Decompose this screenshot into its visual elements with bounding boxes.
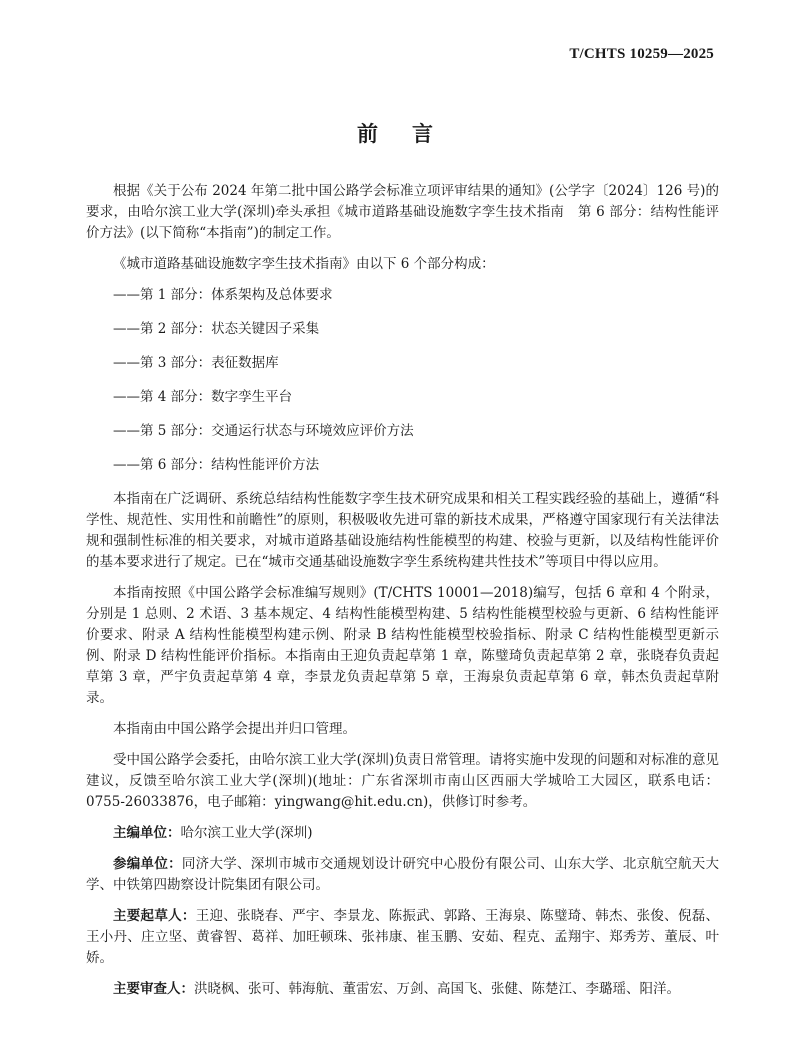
parts-intro-paragraph: 《城市道路基础设施数字孪生技术指南》由以下 6 个部分构成： <box>113 256 495 272</box>
main-reviewers-label: 主要审查人： <box>113 981 194 997</box>
structure-paragraph: 本指南按照《中国公路学会标准编写规则》(T/CHTS 10001—2018)编写，包括 6 章和 4 个附录，分别是 1 总则、2 术语、3 基本规定、4 结构性能模型构建、5 结构性能模型校验与更新、6 结构性能评价要求、附录 A 结构性能模型构建示例、附录 B 结构性能模型校验指标、附录 C 结构性能模型更新示例、附录 D 结构性能评价指标。本指南由王迎负责起草第 1 章，陈璧琦负责起草第 2 章，张晓春负责起草第 3 章，严宇负责起草第 4 章，李景龙负责起草第 5 章，王海泉负责起草第 6 章，韩杰负责起草附录。 <box>86 585 719 706</box>
main-reviewers-value: 洪晓枫、张可、韩海航、董雷宏、万剑、高国飞、张健、陈楚江、李璐瑶、阳洋。 <box>194 981 680 997</box>
lead-unit <box>86 823 719 844</box>
main-reviewers <box>86 979 719 1000</box>
part-list-item: ——第 1 部分：体系架构及总体要求 <box>113 287 333 303</box>
main-drafters-label: 主要起草人： <box>113 908 196 924</box>
part-list-item: ——第 3 部分：表征数据库 <box>113 355 279 371</box>
participating-units-label: 参编单位： <box>113 856 182 872</box>
standard-code: T/CHTS 10259—2025 <box>569 46 714 62</box>
lead-unit-label: 主编单位： <box>113 825 181 841</box>
part-list-item: ——第 6 部分：结构性能评价方法 <box>113 457 320 473</box>
participating-units-value: 同济大学、深圳市城市交通规划设计研究中心股份有限公司、山东大学、北京航空航天大学、中铁第四勘察设计院集团有限公司。 <box>86 856 720 893</box>
feedback-paragraph: 受中国公路学会委托，由哈尔滨工业大学(深圳)负责日常管理。请将实施中发现的问题和对标准的意见建议，反馈至哈尔滨工业大学(深圳)(地址：广东省深圳市南山区西丽大学城哈工大园区，联系电话：0755-26033876，电子邮箱：yingwang@hit.edu.cn)，供修订时参考。 <box>86 752 719 810</box>
intro-paragraph: 根据《关于公布 2024 年第二批中国公路学会标准立项评审结果的通知》(公学字〔2024〕126 号)的要求，由哈尔滨工业大学(深圳)牵头承担《城市道路基础设施数字孪生技术指南 第 6 部分：结构性能评价方法》(以下简称“本指南”)的制定工作。 <box>86 183 719 241</box>
part-list-item: ——第 5 部分：交通运行状态与环境效应评价方法 <box>113 423 414 439</box>
main-drafters <box>86 906 719 969</box>
management-paragraph: 本指南由中国公路学会提出并归口管理。 <box>113 721 356 737</box>
part-list-item: ——第 2 部分：状态关键因子采集 <box>113 321 320 337</box>
background-paragraph: 本指南在广泛调研、系统总结结构性能数字孪生技术研究成果和相关工程实践经验的基础上，遵循“科学性、规范性、实用性和前瞻性”的原则，积极吸收先进可靠的新技术成果，严格遵守国家现行有关法律法规和强制性标准的相关要求，对城市道路基础设施结构性能模型的构建、校验与更新，以及结构性能评价的基本要求进行了规定。已在“城市交通基础设施数字孪生系统构建共性技术”等项目中得以应用。 <box>86 491 719 570</box>
part-list-item: ——第 4 部分：数字孪生平台 <box>113 389 293 405</box>
participating-units <box>86 854 719 896</box>
document-body <box>86 181 719 1010</box>
main-drafters-value: 王迎、张晓春、严宇、李景龙、陈振武、郭路、王海泉、陈璧琦、韩杰、张俊、倪磊、王小丹、庄立坚、黄睿智、葛祥、加旺顿珠、张祎康、崔玉鹏、安茹、程克、孟翔宇、郑秀芳、董辰、叶娇。 <box>86 908 720 966</box>
page-title: 前言 <box>357 122 467 146</box>
lead-unit-value: 哈尔滨工业大学(深圳) <box>180 825 313 841</box>
